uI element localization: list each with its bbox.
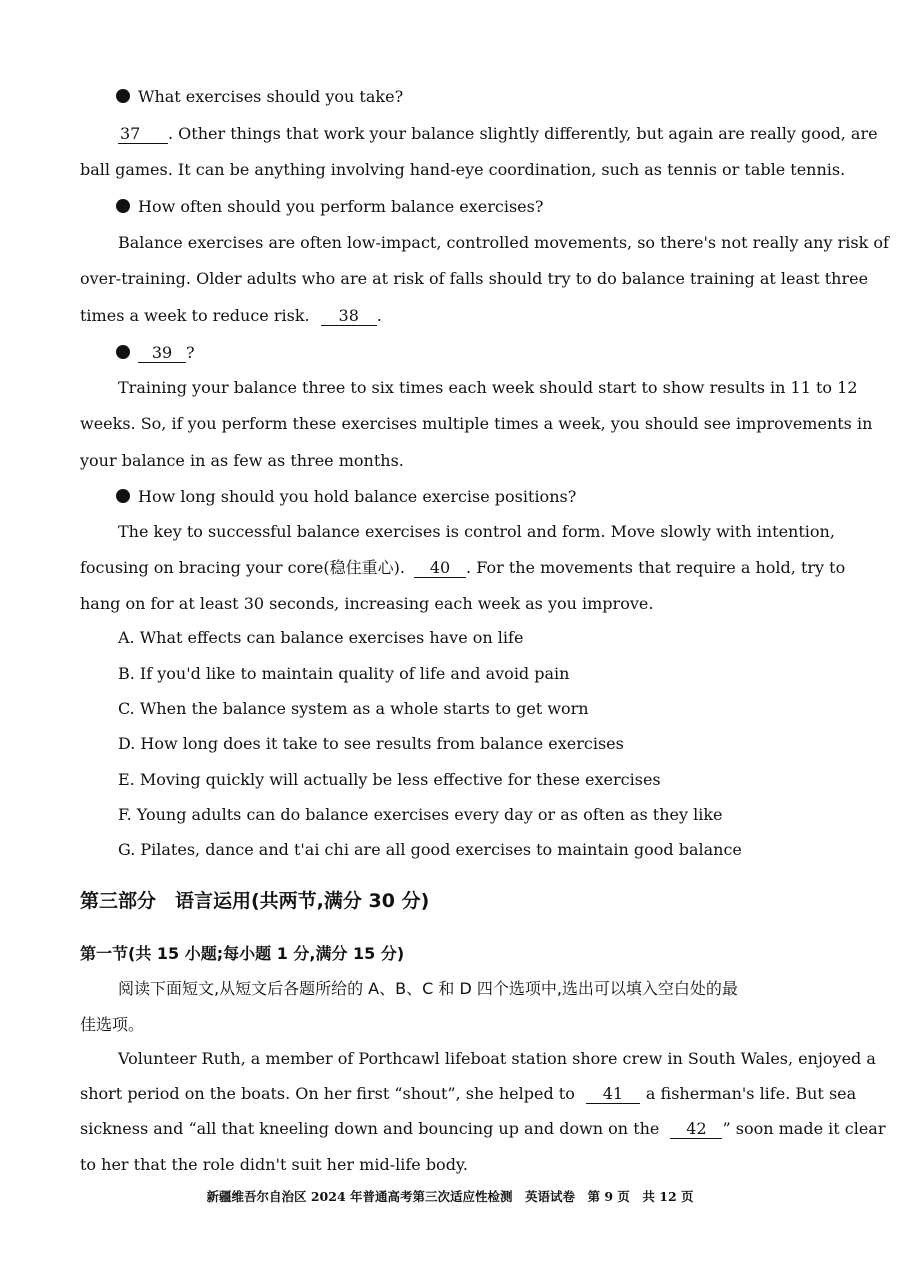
paragraph-38-line3: times a week to reduce risk. 38 . — [80, 306, 382, 325]
blank-38: 38 — [321, 307, 377, 326]
option-d: D. How long does it take to see results from balance exercises — [118, 734, 624, 753]
blank-40: 40 — [414, 559, 466, 578]
option-f: F. Young adults can do balance exercises every day or as often as they like — [118, 805, 723, 824]
paragraph-40-line3: hang on for at least 30 seconds, increasing each week as you improve. — [80, 594, 654, 613]
section1-title: 第一节(共 15 小题;每小题 1 分,满分 15 分) — [80, 944, 405, 963]
blank-42: 42 — [670, 1120, 722, 1139]
passage-line4: to her that the role didn't suit her mid-life body. — [80, 1155, 468, 1174]
question-heading-exercises: What exercises should you take? — [116, 87, 403, 107]
bullet-icon — [116, 89, 130, 103]
bullet-icon — [116, 199, 130, 213]
paragraph-40-line2: focusing on bracing your core(稳住重心). 40 . For the movements that require a hold, try to — [80, 558, 846, 577]
paragraph-37-line1: 37 . Other things that work your balance slightly differently, but again are really good, are — [120, 124, 878, 143]
question-heading-often: How often should you perform balance exercises? — [116, 197, 543, 217]
page-footer: 新疆维吾尔自治区 2024 年普通高考第三次适应性检测 英语试卷 第 9 页 共 12 页 — [206, 1189, 694, 1204]
question-heading-39: 39 ? — [116, 343, 195, 363]
passage-line3: sickness and “all that kneeling down and bouncing up and down on the 42 ” soon made it clear — [80, 1119, 886, 1138]
passage-line1: Volunteer Ruth, a member of Porthcawl lifeboat station shore crew in South Wales, enjoyed a — [118, 1049, 876, 1068]
bullet-icon — [116, 489, 130, 503]
option-b: B. If you'd like to maintain quality of life and avoid pain — [118, 664, 570, 683]
paragraph-40-line1: The key to successful balance exercises is control and form. Move slowly with intention, — [118, 522, 835, 541]
blank-41: 41 — [586, 1085, 640, 1104]
paragraph-39-line2: weeks. So, if you perform these exercises multiple times a week, you should see improvements in — [80, 414, 873, 433]
question-heading-hold: How long should you hold balance exercise positions? — [116, 487, 576, 507]
part3-title: 第三部分 语言运用(共两节,满分 30 分) — [80, 890, 430, 912]
option-g: G. Pilates, dance and t'ai chi are all good exercises to maintain good balance — [118, 840, 742, 859]
paragraph-38-line2: over-training. Older adults who are at risk of falls should try to do balance training at least three — [80, 269, 869, 288]
option-a: A. What effects can balance exercises have on life — [118, 628, 524, 647]
blank-39: 39 — [138, 344, 186, 363]
instructions-line1: 阅读下面短文,从短文后各题所给的 A、B、C 和 D 四个选项中,选出可以填入空白处的最 — [118, 979, 738, 998]
blank-37: 37 — [118, 125, 168, 144]
paragraph-39-line1: Training your balance three to six times each week should start to show results in 11 to 12 — [118, 378, 858, 397]
paragraph-37-line2: ball games. It can be anything involving hand-eye coordination, such as tennis or table tennis. — [80, 160, 846, 179]
passage-line2: short period on the boats. On her first “shout”, she helped to 41 a fisherman's life. But sea — [80, 1084, 857, 1103]
option-c: C. When the balance system as a whole starts to get worn — [118, 699, 589, 718]
paragraph-39-line3: your balance in as few as three months. — [80, 451, 404, 470]
bullet-icon — [116, 345, 130, 359]
option-e: E. Moving quickly will actually be less effective for these exercises — [118, 770, 661, 789]
paragraph-38-line1: Balance exercises are often low-impact, controlled movements, so there's not really any risk of — [118, 233, 889, 252]
instructions-line2: 佳选项。 — [80, 1015, 145, 1034]
